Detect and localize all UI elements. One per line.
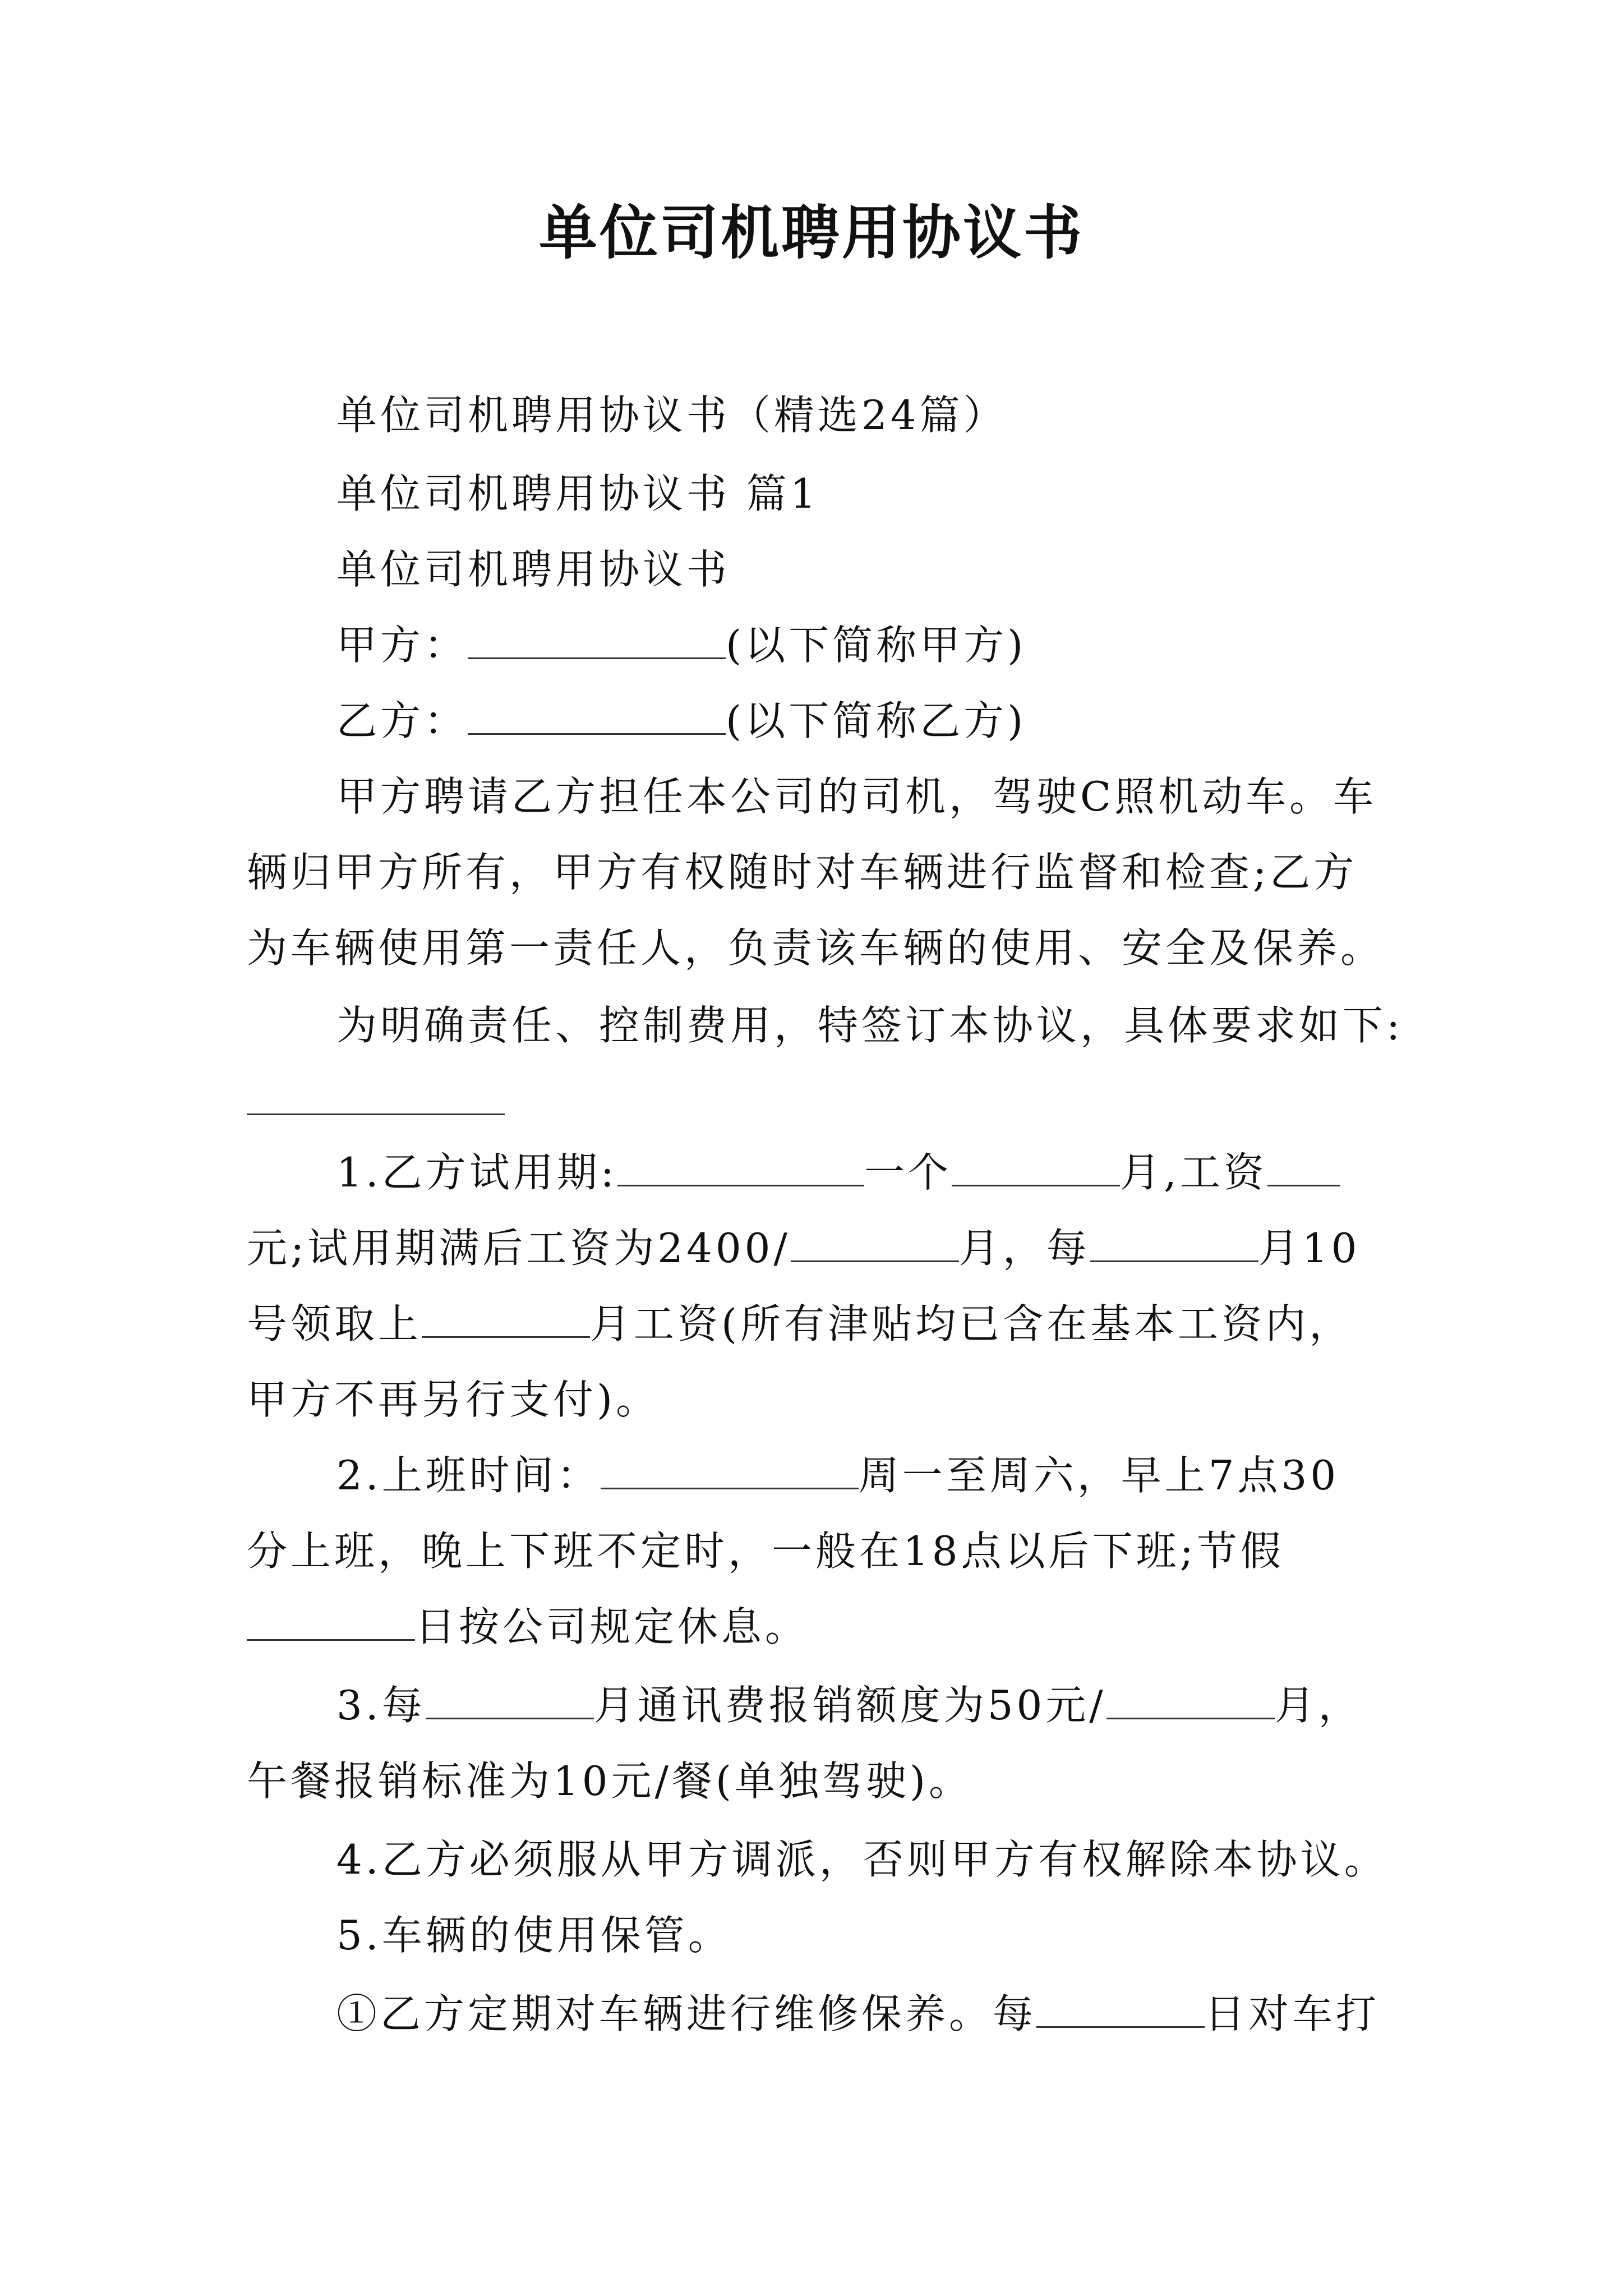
clause-text: ①乙方定期对车辆进行维修保养。每 — [336, 1990, 1037, 2037]
clause-text: 日按公司规定休息。 — [415, 1603, 809, 1650]
clause-text: 1.乙方试用期: — [336, 1149, 617, 1196]
clause-text: 日对车打 — [1205, 1990, 1380, 2037]
body-text: 甲方聘请乙方担任本公司的司机，驾驶C照机动车。车 — [336, 773, 1377, 820]
blank-field — [1090, 1220, 1258, 1262]
blank-field — [1036, 1986, 1205, 2028]
party-b-blank — [468, 693, 726, 735]
clause-text: 3.每 — [336, 1682, 426, 1729]
clause-text: 月， — [1274, 1682, 1362, 1729]
body-text: 辆归甲方所有，甲方有权随时对车辆进行监督和检查;乙方 — [247, 849, 1358, 896]
blank-field — [601, 1447, 859, 1489]
blank-field — [1267, 1144, 1340, 1186]
blank-field — [426, 1677, 594, 1719]
agreement-heading: 单位司机聘用协议书 — [336, 546, 731, 593]
document-subtitle: 单位司机聘用协议书（精选24篇） — [336, 392, 1007, 439]
clause-3-cont: 午餐报销标准为10元/餐(单独驾驶)。 — [247, 1757, 973, 1805]
party-b-line — [336, 693, 1026, 749]
clause-text: 月，每 — [958, 1225, 1090, 1272]
clause-5: 5.车辆的使用保管。 — [336, 1912, 732, 1959]
party-b-note: (以下简称乙方) — [726, 697, 1027, 744]
clause-5-1 — [336, 1986, 1380, 2042]
clause-text: 号领取上 — [247, 1300, 422, 1347]
blank-field — [1106, 1677, 1275, 1719]
clause-1-cont — [247, 1296, 1353, 1352]
clause-1-cont: 甲方不再另行支付)。 — [247, 1376, 660, 1423]
blank-field — [247, 1599, 415, 1641]
blank-field — [952, 1144, 1120, 1186]
clause-text: 元;试用期满后工资为2400/ — [247, 1225, 791, 1272]
clause-text: 月10 — [1258, 1225, 1361, 1272]
blank-field — [791, 1220, 959, 1262]
clause-1-cont — [247, 1220, 1360, 1276]
body-text: 为车辆使用第一责任人，负责该车辆的使用、安全及保养。 — [247, 924, 1385, 972]
clause-text: 月,工资 — [1119, 1149, 1267, 1196]
party-a-blank — [468, 617, 726, 659]
clause-4: 4.乙方必须服从甲方调派，否则甲方有权解除本协议。 — [336, 1836, 1388, 1883]
clause-2-cont — [247, 1599, 809, 1655]
blank-field — [617, 1144, 864, 1186]
clause-1 — [336, 1144, 1340, 1200]
separator-line — [247, 1114, 505, 1115]
clause-text: 一个 — [864, 1149, 952, 1196]
party-b-label: 乙方： — [336, 697, 468, 744]
party-a-note: (以下简称甲方) — [726, 622, 1027, 669]
clause-2-cont: 分上班，晚上下班不定时，一般在18点以后下班;节假 — [247, 1527, 1284, 1575]
clause-text: 2.上班时间： — [336, 1452, 601, 1499]
article-heading: 单位司机聘用协议书 篇1 — [336, 470, 819, 517]
clause-2 — [336, 1447, 1339, 1503]
party-a-label: 甲方： — [336, 622, 468, 669]
party-a-line — [336, 617, 1026, 673]
blank-field — [422, 1296, 590, 1338]
page-title: 单位司机聘用协议书 — [538, 198, 1084, 267]
clause-text: 月工资(所有津贴均已含在基本工资内， — [590, 1300, 1353, 1347]
body-text: 为明确责任、控制费用，特签订本协议，具体要求如下: — [336, 1002, 1404, 1049]
clause-text: 月通讯费报销额度为50元/ — [593, 1682, 1106, 1729]
clause-text: 周一至周六，早上7点30 — [858, 1452, 1340, 1499]
clause-3 — [336, 1677, 1362, 1733]
